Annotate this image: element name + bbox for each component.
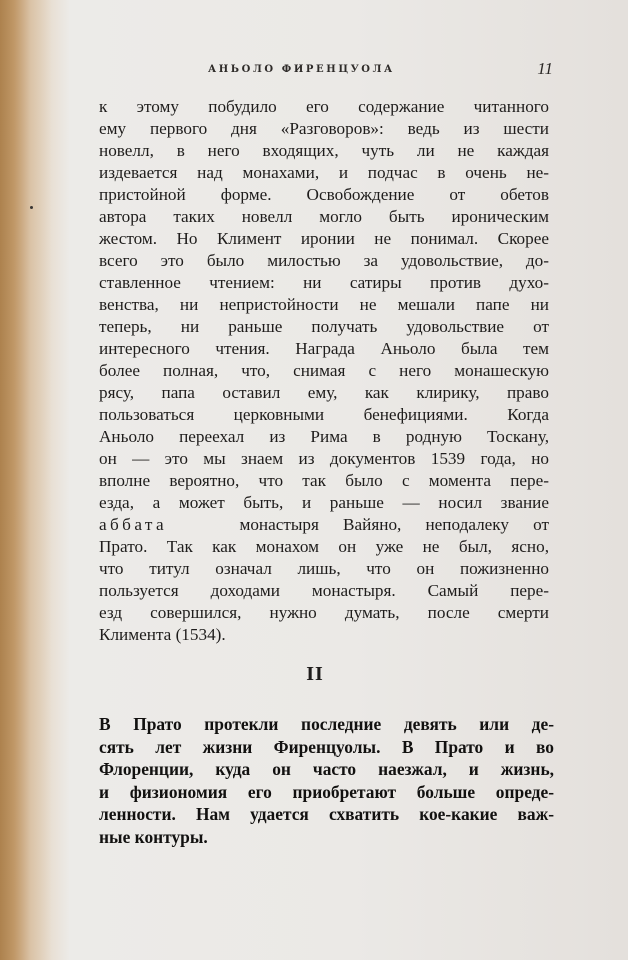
text-line: Прато. Так как монахом он уже не был, ясно, xyxy=(99,537,549,556)
text-line: рясу, папа оставил ему, как клирику, право xyxy=(99,383,549,402)
text-line: что титул означал лишь, что он пожизненно xyxy=(99,559,549,578)
text-line: издевается над монахами, и подчас в очень не- xyxy=(99,163,549,182)
text-line: всего это было милостью за удовольствие, до- xyxy=(99,251,549,270)
text-line: ленности. Нам удается схватить кое-какие важ- xyxy=(99,804,554,825)
text-line: и физиономия его приобретают больше опреде- xyxy=(99,781,554,802)
running-title: АНЬОЛО ФИРЕНЦУОЛА xyxy=(208,64,395,75)
text-line: ставленное чтением: ни сатиры против духо- xyxy=(99,273,549,292)
margin-dot xyxy=(30,206,33,209)
text-line: пользоваться церковными бенефициями. Когда xyxy=(99,405,549,424)
text-line: новелл, в него входящих, чуть ли не каждая xyxy=(99,141,549,160)
text-line: ему первого дня «Разговоров»: ведь из шести xyxy=(99,119,549,138)
text-line: пристойной форме. Освобождение от обетов xyxy=(99,185,549,204)
text-line: жестом. Но Климент иронии не понимал. Скорее xyxy=(99,229,549,248)
text-line: сять лет жизни Фиренцуолы. В Прато и во xyxy=(99,736,554,757)
text-line: пользуется доходами монастыря. Самый пере- xyxy=(99,581,549,600)
book-page xyxy=(40,0,628,960)
spaced-word: аббата xyxy=(99,515,168,534)
text-line: венства, ни непристойности не мешали папе ни xyxy=(99,295,549,314)
text-line: В Прато протекли последние девять или де- xyxy=(99,714,554,734)
text-fragment: монастыря Вайяно, неподалеку от xyxy=(239,515,550,534)
text-line: интересного чтения. Награда Аньоло была тем xyxy=(99,339,549,358)
text-line: теперь, ни раньше получать удовольствие от xyxy=(99,317,549,336)
text-line: ные контуры. xyxy=(99,826,208,847)
text-line: он — это мы знаем из документов 1539 года, но xyxy=(99,449,549,468)
paragraph-1 xyxy=(99,96,549,646)
text-line: Флоренции, куда он часто наезжал, и жизнь, xyxy=(99,759,554,780)
page-number: 11 xyxy=(537,59,553,78)
text-line: вполне вероятно, что так было с момента пере- xyxy=(99,471,549,490)
text-line: к этому побудило его содержание читанного xyxy=(99,97,549,116)
paragraph-2 xyxy=(99,713,554,849)
text-line: автора таких новелл могло быть ироническим xyxy=(99,207,549,226)
text-line: более полная, что, снимая с него монашескую xyxy=(99,361,549,380)
text-line: Климента (1534). xyxy=(99,625,226,644)
text-line: езда, а может быть, и раньше — носил звание xyxy=(99,493,549,512)
text-line-abbot xyxy=(99,514,549,536)
section-heading: II xyxy=(306,663,324,685)
text-line: Аньоло переехал из Рима в родную Тоскану, xyxy=(99,427,549,446)
text-line: езд совершился, нужно думать, после смерти xyxy=(99,603,549,622)
running-head xyxy=(158,61,558,83)
